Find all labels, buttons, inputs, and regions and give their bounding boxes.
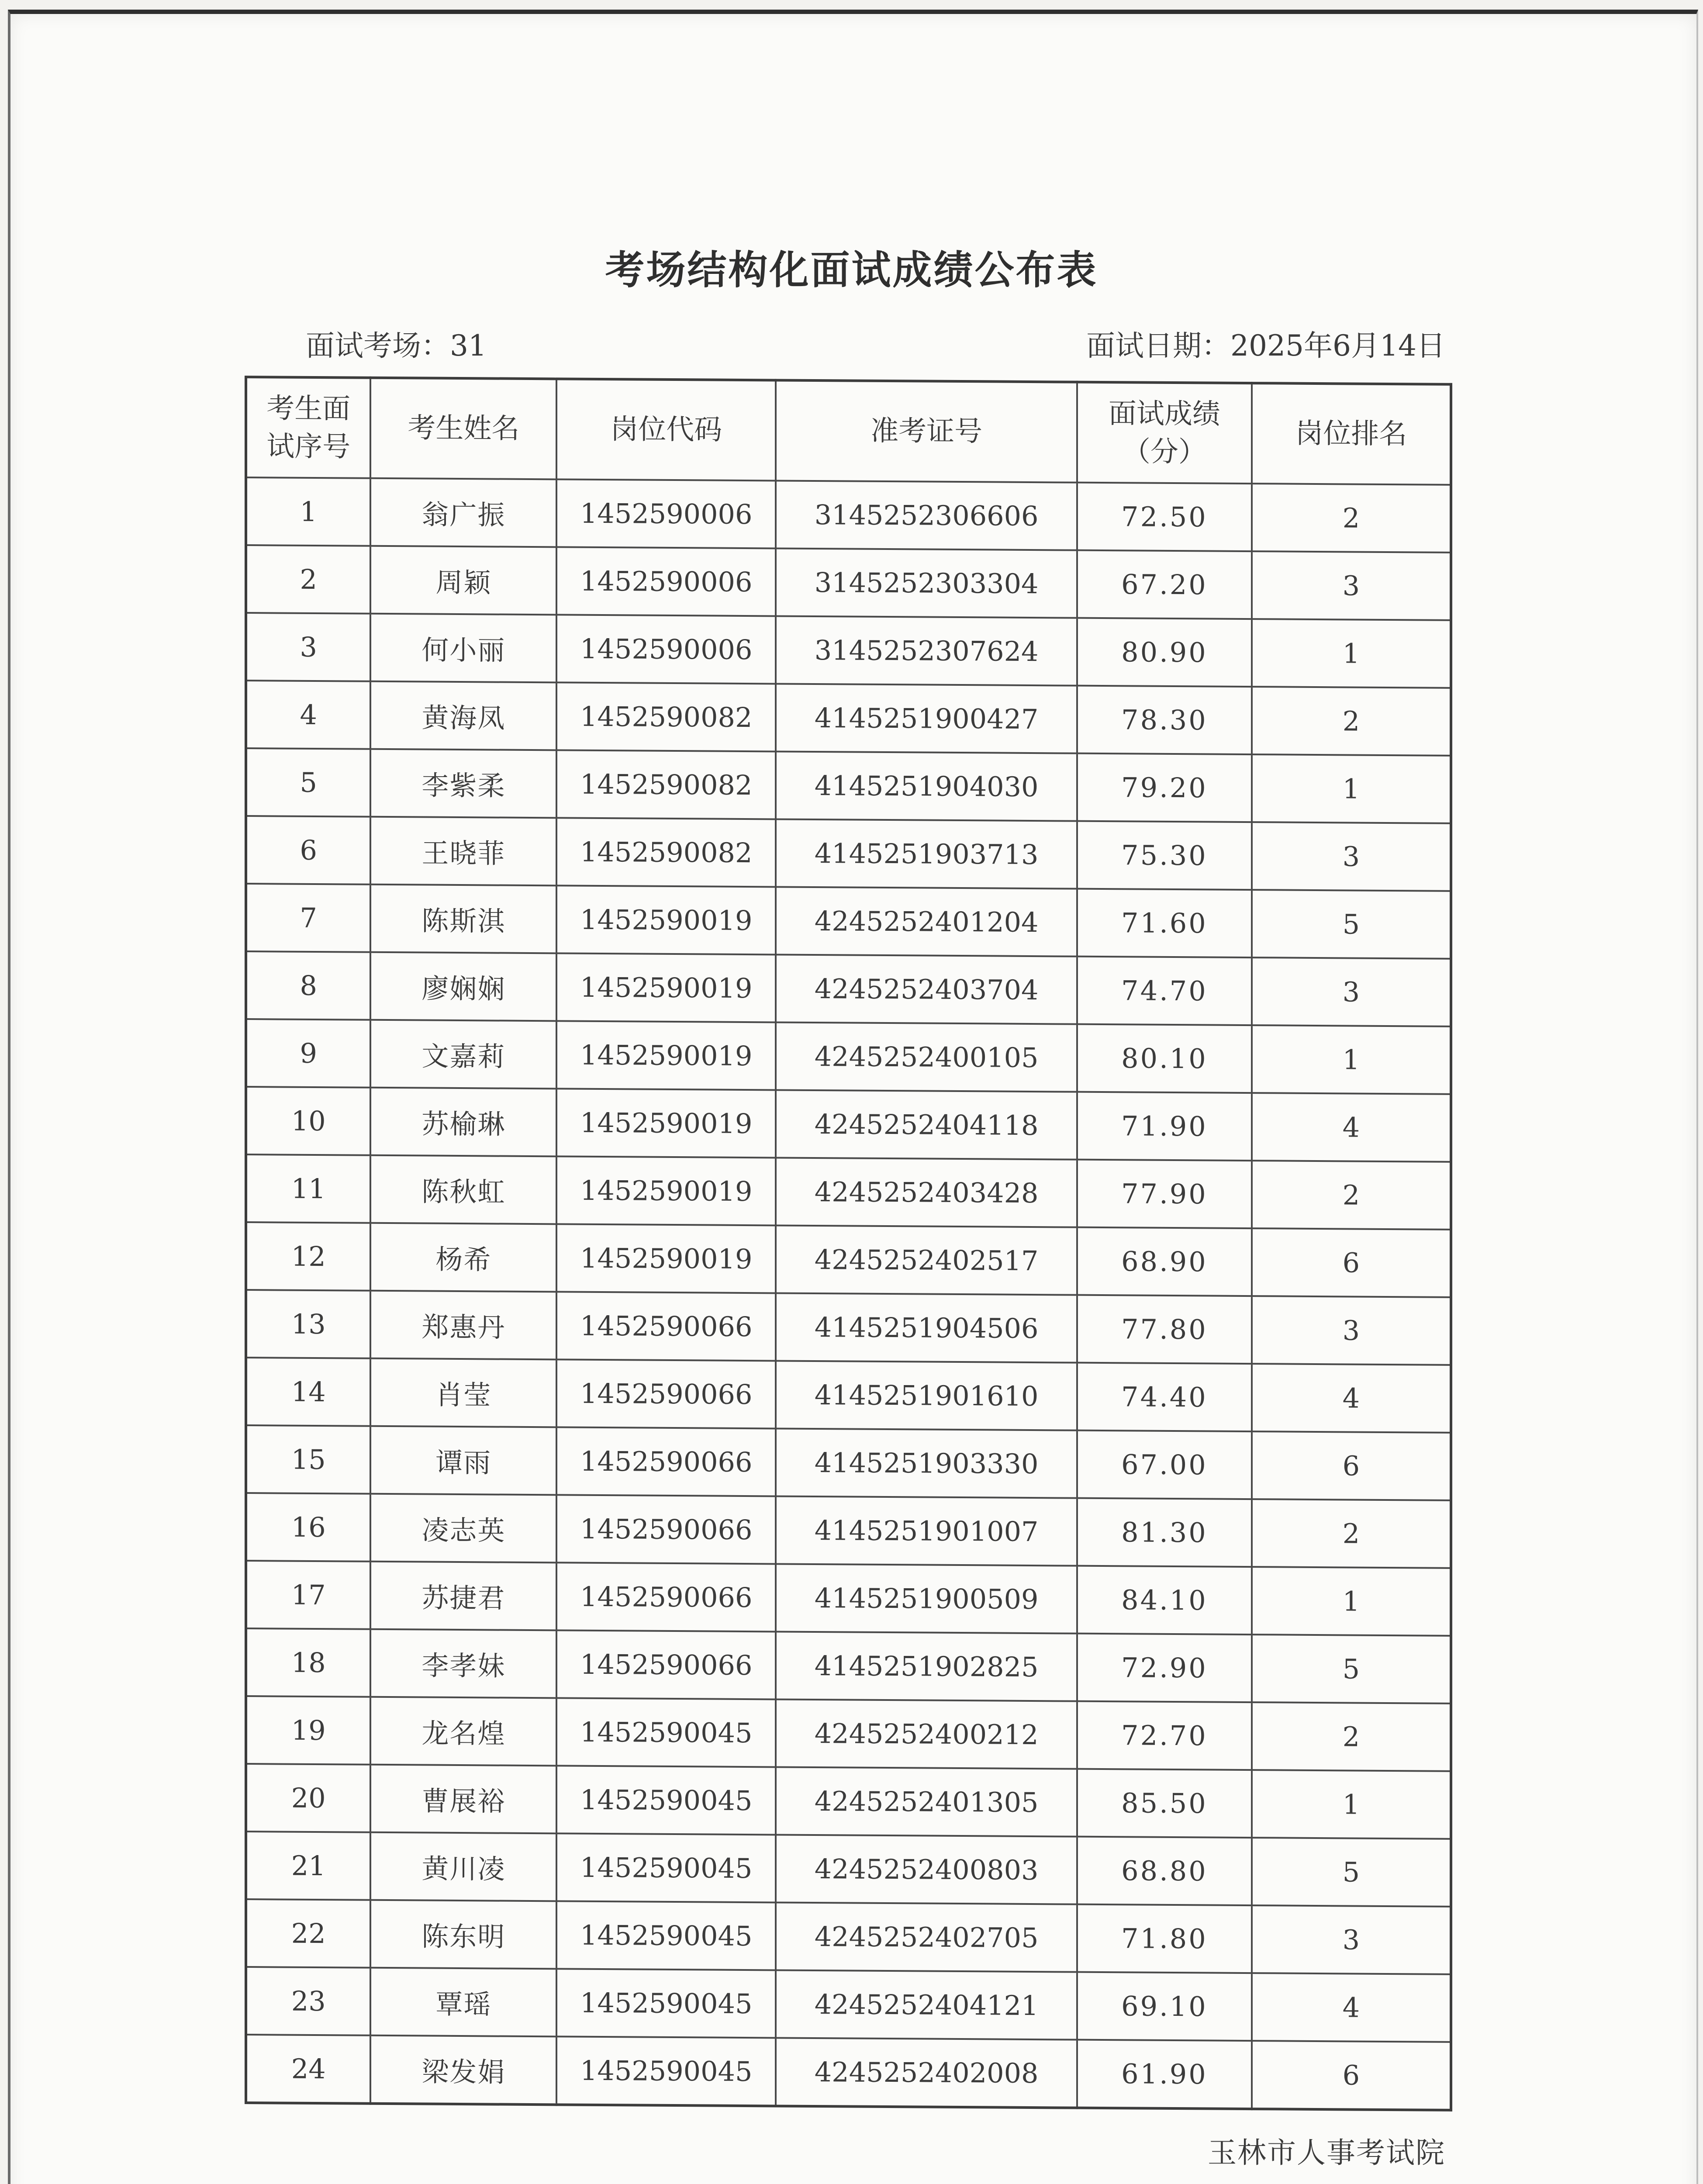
cell-seq: 9 bbox=[246, 1019, 370, 1088]
cell-seq: 19 bbox=[246, 1696, 370, 1765]
table-row bbox=[246, 1425, 1451, 1500]
cell-rank: 1 bbox=[1252, 619, 1451, 688]
header-post-code: 岗位代码 bbox=[556, 379, 776, 480]
cell-score: 77.90 bbox=[1077, 1160, 1252, 1228]
header-score bbox=[1077, 382, 1252, 484]
cell-score: 69.10 bbox=[1077, 1972, 1252, 2041]
cell-name: 黄川凌 bbox=[370, 1832, 556, 1901]
cell-score: 85.50 bbox=[1077, 1769, 1252, 1838]
cell-rank: 2 bbox=[1252, 687, 1451, 756]
cell-ticket: 3145252306606 bbox=[776, 480, 1077, 550]
cell-score: 71.80 bbox=[1077, 1904, 1252, 1973]
cell-seq: 12 bbox=[246, 1222, 370, 1291]
cell-seq: 8 bbox=[246, 951, 370, 1020]
table-row bbox=[246, 1493, 1451, 1568]
cell-ticket: 3145252303304 bbox=[776, 548, 1077, 618]
cell-score: 78.30 bbox=[1077, 686, 1252, 754]
cell-ticket: 4245252402705 bbox=[776, 1902, 1077, 1972]
cell-seq: 17 bbox=[246, 1561, 370, 1629]
cell-seq: 1 bbox=[246, 477, 370, 546]
cell-post-code: 1452590066 bbox=[556, 1427, 776, 1496]
cell-post-code: 1452590019 bbox=[556, 1156, 776, 1225]
table-row bbox=[246, 613, 1451, 688]
cell-ticket: 4145251902825 bbox=[776, 1631, 1077, 1701]
table-row bbox=[246, 748, 1451, 823]
cell-score: 71.60 bbox=[1077, 889, 1252, 957]
cell-seq: 16 bbox=[246, 1493, 370, 1562]
cell-score: 68.90 bbox=[1077, 1227, 1252, 1296]
cell-post-code: 1452590066 bbox=[556, 1495, 776, 1564]
cell-seq: 3 bbox=[246, 613, 370, 681]
cell-name: 肖莹 bbox=[370, 1358, 556, 1427]
cell-rank: 5 bbox=[1252, 1838, 1451, 1907]
table-row bbox=[246, 1899, 1451, 1974]
cell-score: 61.90 bbox=[1077, 2040, 1252, 2109]
header-ticket: 准考证号 bbox=[776, 380, 1077, 482]
cell-post-code: 1452590045 bbox=[556, 1901, 776, 1970]
cell-seq: 23 bbox=[246, 1967, 370, 2035]
cell-score: 68.80 bbox=[1077, 1837, 1252, 1905]
cell-ticket: 4145251900427 bbox=[776, 684, 1077, 753]
cell-score: 84.10 bbox=[1077, 1566, 1252, 1635]
cell-name: 李孝妹 bbox=[370, 1629, 556, 1698]
cell-score: 81.30 bbox=[1077, 1498, 1252, 1567]
cell-post-code: 1452590066 bbox=[556, 1292, 776, 1361]
cell-rank: 3 bbox=[1252, 551, 1451, 620]
cell-post-code: 1452590045 bbox=[556, 1766, 776, 1835]
cell-name: 陈斯淇 bbox=[370, 885, 556, 954]
cell-seq: 18 bbox=[246, 1628, 370, 1697]
cell-score: 72.50 bbox=[1077, 483, 1252, 551]
cell-ticket: 4245252400212 bbox=[776, 1699, 1077, 1769]
cell-score: 72.70 bbox=[1077, 1701, 1252, 1770]
cell-name: 覃瑶 bbox=[370, 1968, 556, 2037]
table-row bbox=[246, 545, 1451, 620]
header-seq bbox=[246, 377, 370, 478]
cell-seq: 13 bbox=[246, 1290, 370, 1358]
cell-post-code: 1452590006 bbox=[556, 479, 776, 548]
table-row bbox=[246, 1154, 1451, 1230]
cell-rank: 3 bbox=[1252, 822, 1451, 891]
header-score-line2: （分） bbox=[1122, 435, 1206, 468]
cell-seq: 5 bbox=[246, 748, 370, 817]
table-row bbox=[246, 1222, 1451, 1297]
cell-seq: 24 bbox=[246, 2035, 370, 2104]
table-row bbox=[246, 1087, 1451, 1162]
cell-seq: 2 bbox=[246, 545, 370, 614]
cell-rank: 5 bbox=[1252, 890, 1451, 959]
cell-seq: 15 bbox=[246, 1425, 370, 1494]
table-row bbox=[246, 1967, 1451, 2042]
cell-ticket: 4245252400803 bbox=[776, 1835, 1077, 1904]
cell-name: 龙名煌 bbox=[370, 1697, 556, 1766]
table-row bbox=[246, 681, 1451, 756]
cell-ticket: 4245252402517 bbox=[776, 1225, 1077, 1295]
cell-score: 80.90 bbox=[1077, 618, 1252, 687]
cell-rank: 3 bbox=[1252, 1296, 1451, 1365]
table-row bbox=[246, 1628, 1451, 1704]
header-seq-line1: 考生面 bbox=[266, 392, 351, 425]
cell-name: 苏捷君 bbox=[370, 1562, 556, 1631]
table-row bbox=[246, 1764, 1451, 1839]
cell-seq: 22 bbox=[246, 1899, 370, 1968]
table-row bbox=[246, 884, 1451, 959]
table-header-row bbox=[246, 377, 1451, 485]
cell-score: 75.30 bbox=[1077, 821, 1252, 890]
cell-post-code: 1452590006 bbox=[556, 547, 776, 616]
cell-post-code: 1452590066 bbox=[556, 1359, 776, 1428]
cell-post-code: 1452590019 bbox=[556, 953, 776, 1022]
cell-post-code: 1452590082 bbox=[556, 682, 776, 751]
cell-name: 曹展裕 bbox=[370, 1765, 556, 1834]
table-row bbox=[246, 477, 1451, 553]
cell-seq: 11 bbox=[246, 1154, 370, 1223]
cell-name: 李紫柔 bbox=[370, 749, 556, 818]
cell-rank: 2 bbox=[1252, 484, 1451, 553]
cell-ticket: 3145252307624 bbox=[776, 616, 1077, 685]
cell-score: 79.20 bbox=[1077, 753, 1252, 822]
exam-date-label: 面试日期：2025年6月14日 bbox=[1086, 329, 1445, 363]
table-row bbox=[246, 816, 1451, 891]
cell-post-code: 1452590082 bbox=[556, 750, 776, 819]
cell-name: 凌志英 bbox=[370, 1494, 556, 1563]
cell-post-code: 1452590045 bbox=[556, 1969, 776, 2038]
cell-rank: 1 bbox=[1252, 1025, 1451, 1094]
exam-room-label: 面试考场：31 bbox=[306, 329, 487, 363]
cell-score: 67.20 bbox=[1077, 550, 1252, 619]
cell-score: 74.70 bbox=[1077, 957, 1252, 1025]
cell-name: 翁广振 bbox=[370, 478, 556, 547]
cell-post-code: 1452590066 bbox=[556, 1562, 776, 1631]
cell-ticket: 4145251903330 bbox=[776, 1428, 1077, 1498]
cell-name: 周颖 bbox=[370, 546, 556, 615]
cell-rank: 2 bbox=[1252, 1702, 1451, 1771]
cell-rank: 6 bbox=[1252, 1228, 1451, 1297]
table-row bbox=[246, 1832, 1451, 1907]
cell-name: 何小丽 bbox=[370, 614, 556, 683]
cell-rank: 1 bbox=[1252, 1567, 1451, 1636]
cell-ticket: 4145251900509 bbox=[776, 1564, 1077, 1633]
cell-ticket: 4145251904506 bbox=[776, 1293, 1077, 1362]
cell-rank: 4 bbox=[1252, 1093, 1451, 1162]
cell-score: 72.90 bbox=[1077, 1634, 1252, 1702]
table-row bbox=[246, 1561, 1451, 1636]
cell-name: 陈秋虹 bbox=[370, 1155, 556, 1224]
cell-name: 谭雨 bbox=[370, 1426, 556, 1495]
cell-seq: 6 bbox=[246, 816, 370, 885]
cell-name: 黄海凤 bbox=[370, 681, 556, 750]
cell-score: 67.00 bbox=[1077, 1431, 1252, 1499]
cell-score: 80.10 bbox=[1077, 1024, 1252, 1093]
cell-name: 苏榆琳 bbox=[370, 1088, 556, 1157]
header-score-line1: 面试成绩 bbox=[1108, 397, 1220, 431]
cell-post-code: 1452590019 bbox=[556, 1089, 776, 1158]
cell-ticket: 4245252403704 bbox=[776, 954, 1077, 1024]
issuer-footer: 玉林市人事考试院 bbox=[1208, 2136, 1445, 2170]
header-name: 考生姓名 bbox=[370, 378, 556, 480]
table-row bbox=[246, 951, 1451, 1026]
cell-rank: 4 bbox=[1252, 1364, 1451, 1433]
cell-post-code: 1452590045 bbox=[556, 1833, 776, 1902]
cell-ticket: 4245252401305 bbox=[776, 1767, 1077, 1836]
cell-rank: 5 bbox=[1252, 1635, 1451, 1704]
cell-seq: 10 bbox=[246, 1087, 370, 1155]
cell-seq: 14 bbox=[246, 1358, 370, 1426]
cell-seq: 7 bbox=[246, 884, 370, 952]
cell-rank: 2 bbox=[1252, 1161, 1451, 1230]
cell-rank: 1 bbox=[1252, 754, 1451, 823]
cell-name: 杨希 bbox=[370, 1223, 556, 1292]
cell-ticket: 4145251901007 bbox=[776, 1496, 1077, 1565]
cell-ticket: 4245252402008 bbox=[776, 2038, 1077, 2108]
cell-ticket: 4145251901610 bbox=[776, 1361, 1077, 1430]
cell-name: 文嘉莉 bbox=[370, 1020, 556, 1089]
cell-rank: 3 bbox=[1252, 1905, 1451, 1974]
table-row bbox=[246, 2035, 1451, 2110]
cell-post-code: 1452590019 bbox=[556, 885, 776, 954]
header-seq-line2: 试序号 bbox=[266, 430, 351, 463]
cell-seq: 4 bbox=[246, 681, 370, 749]
cell-name: 梁发娟 bbox=[370, 2035, 556, 2105]
cell-ticket: 4245252404121 bbox=[776, 1970, 1077, 2039]
cell-post-code: 1452590019 bbox=[556, 1021, 776, 1090]
cell-post-code: 1452590066 bbox=[556, 1630, 776, 1699]
cell-ticket: 4245252400105 bbox=[776, 1022, 1077, 1092]
cell-ticket: 4245252403428 bbox=[776, 1158, 1077, 1227]
cell-rank: 6 bbox=[1252, 1431, 1451, 1500]
cell-name: 廖娴娴 bbox=[370, 952, 556, 1021]
cell-post-code: 1452590045 bbox=[556, 2036, 776, 2106]
cell-ticket: 4245252404118 bbox=[776, 1090, 1077, 1159]
cell-rank: 3 bbox=[1252, 957, 1451, 1026]
table-row bbox=[246, 1019, 1451, 1094]
cell-name: 陈东明 bbox=[370, 1900, 556, 1969]
cell-rank: 1 bbox=[1252, 1770, 1451, 1839]
cell-score: 74.40 bbox=[1077, 1363, 1252, 1431]
cell-post-code: 1452590082 bbox=[556, 818, 776, 887]
cell-name: 郑惠丹 bbox=[370, 1291, 556, 1360]
cell-post-code: 1452590045 bbox=[556, 1698, 776, 1767]
cell-rank: 2 bbox=[1252, 1499, 1451, 1568]
cell-score: 71.90 bbox=[1077, 1092, 1252, 1161]
cell-score: 77.80 bbox=[1077, 1295, 1252, 1364]
cell-post-code: 1452590006 bbox=[556, 615, 776, 684]
page-title: 考场结构化面试成绩公布表 bbox=[605, 247, 1098, 293]
header-rank: 岗位排名 bbox=[1252, 383, 1451, 485]
score-table bbox=[245, 376, 1452, 2111]
cell-seq: 20 bbox=[246, 1764, 370, 1832]
cell-ticket: 4245252401204 bbox=[776, 887, 1077, 956]
cell-rank: 4 bbox=[1252, 1973, 1451, 2042]
cell-seq: 21 bbox=[246, 1832, 370, 1900]
cell-ticket: 4145251904030 bbox=[776, 751, 1077, 821]
table-row bbox=[246, 1290, 1451, 1365]
cell-rank: 6 bbox=[1252, 2041, 1451, 2110]
cell-post-code: 1452590019 bbox=[556, 1224, 776, 1293]
cell-ticket: 4145251903713 bbox=[776, 819, 1077, 888]
table-row bbox=[246, 1696, 1451, 1771]
table-row bbox=[246, 1358, 1451, 1433]
cell-name: 王晓菲 bbox=[370, 817, 556, 886]
